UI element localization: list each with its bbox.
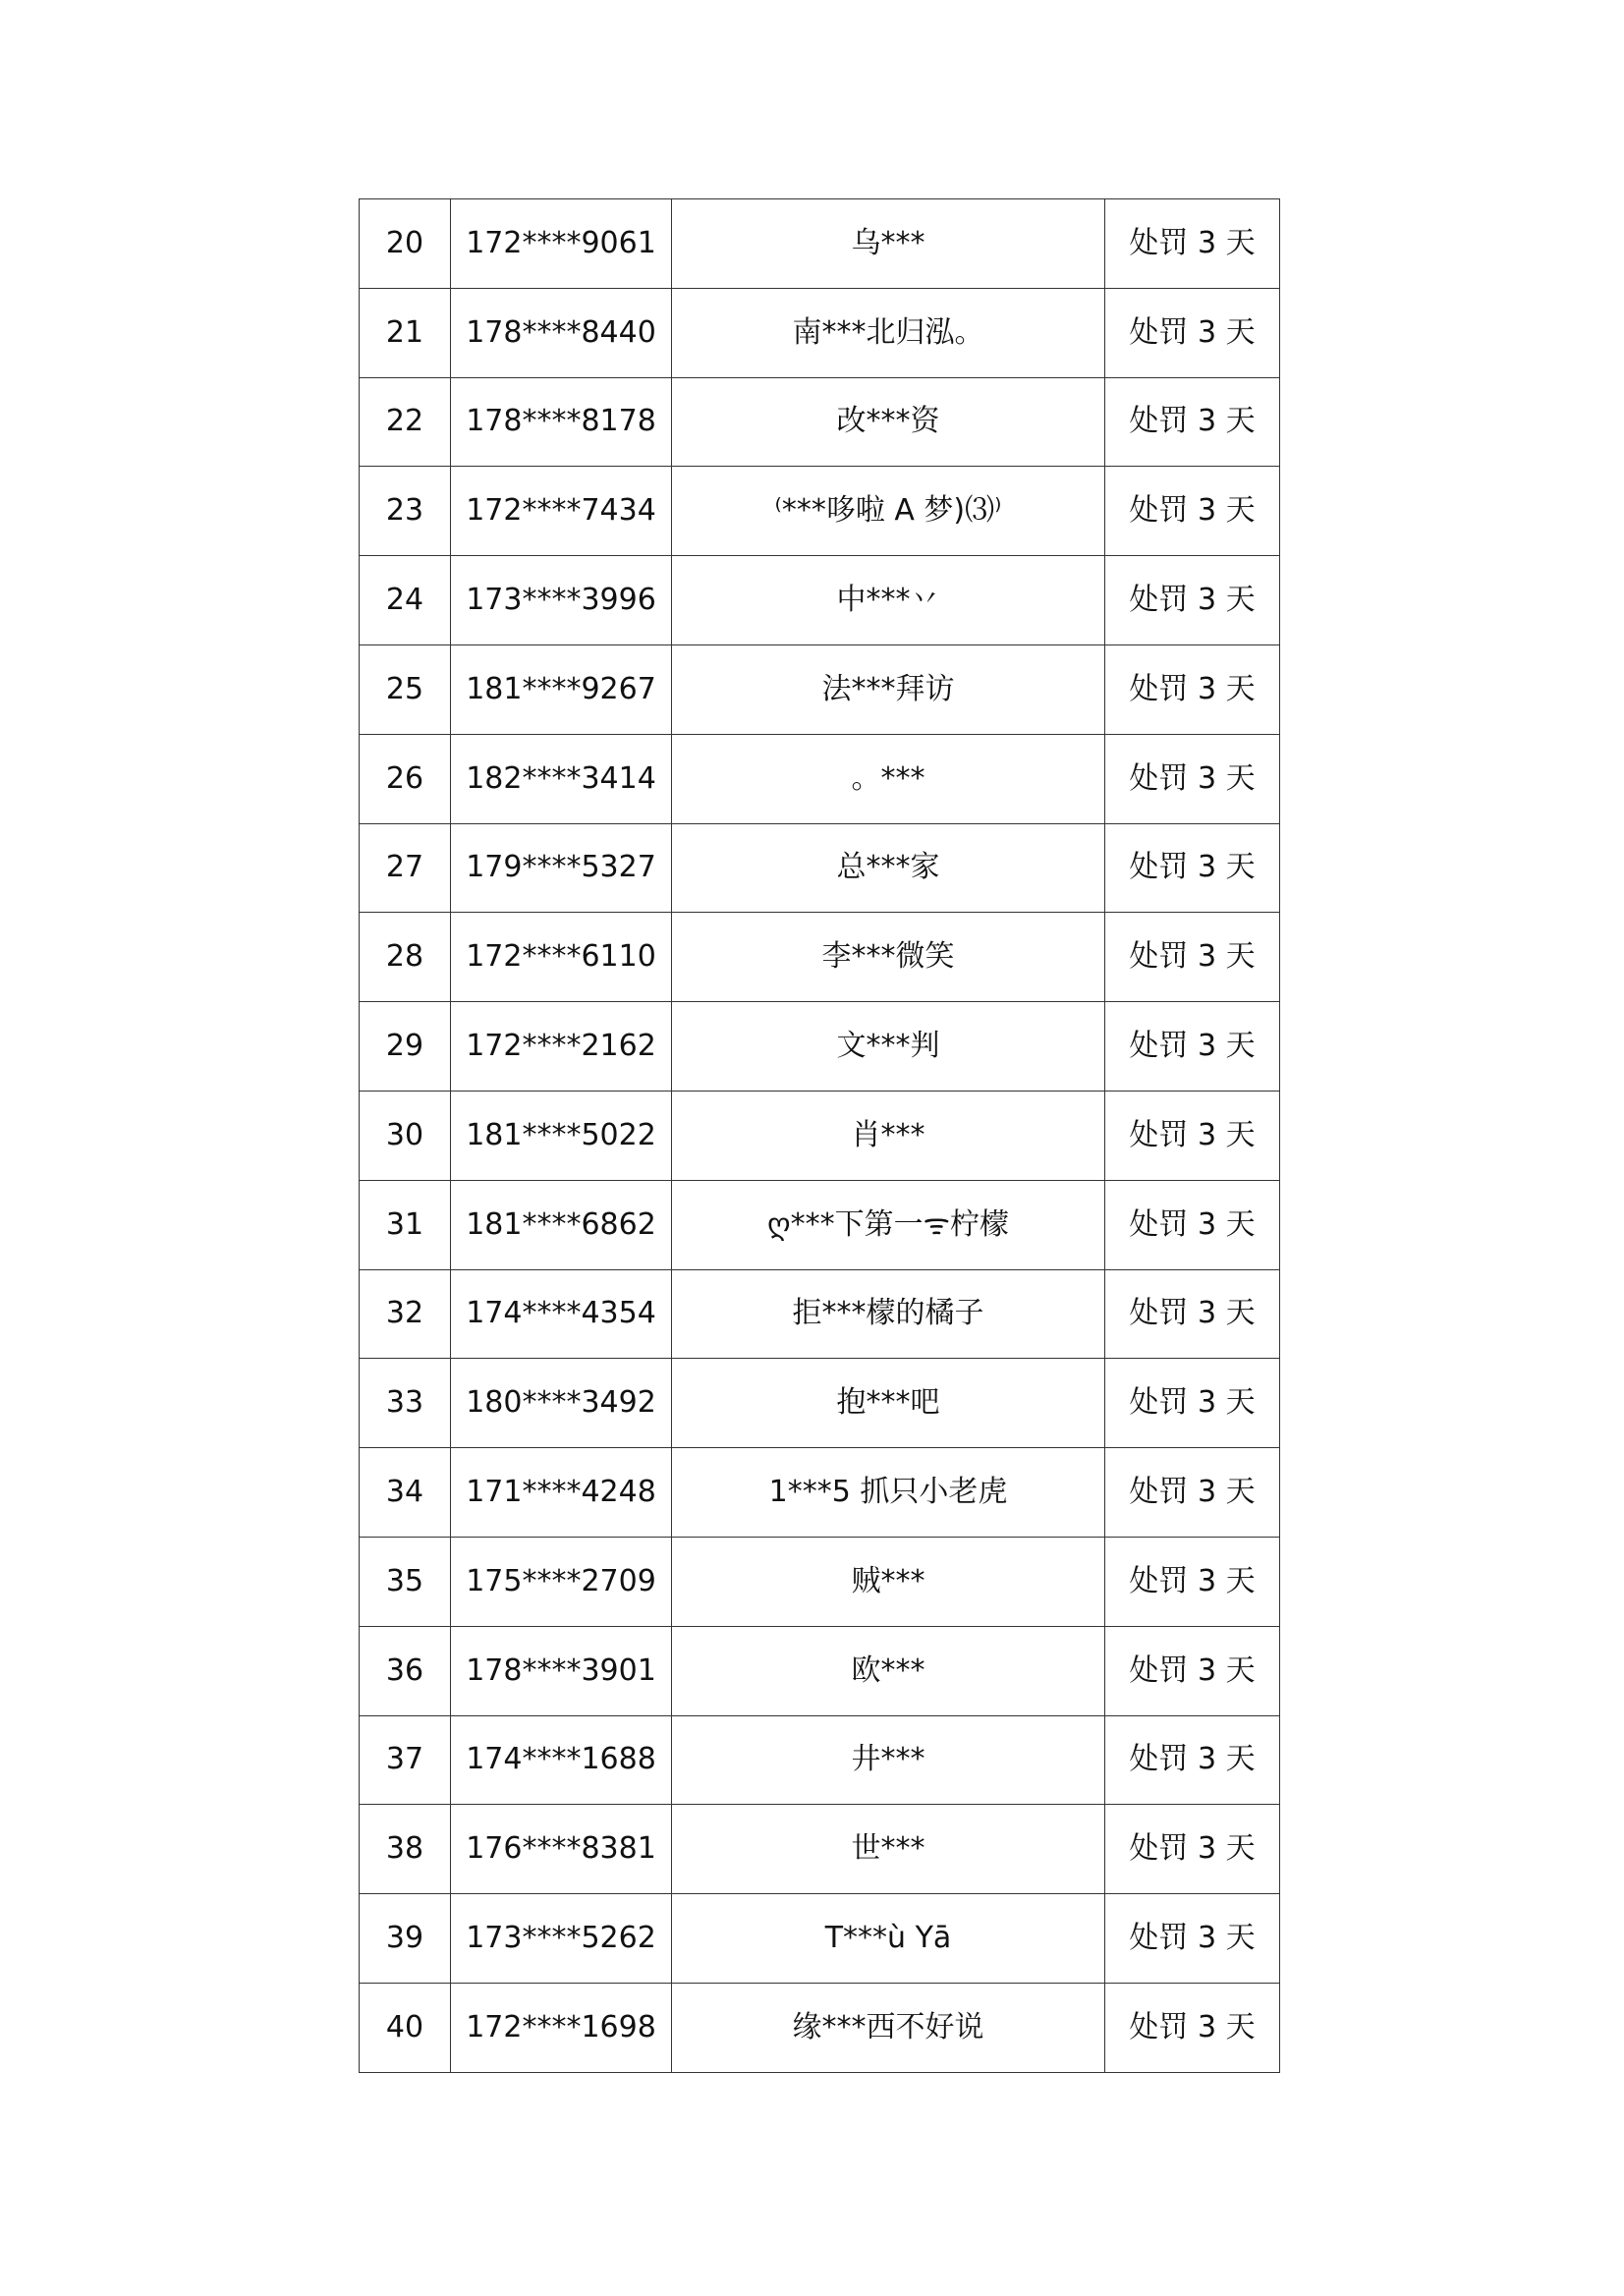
- row-nickname: 井***: [672, 1715, 1105, 1805]
- table-row: [360, 377, 1280, 467]
- table-row: [360, 199, 1280, 289]
- table-row: [360, 1180, 1280, 1269]
- row-phone: 181****9267: [451, 644, 672, 734]
- row-phone: 178****8440: [451, 288, 672, 377]
- row-penalty: 处罚 3 天: [1105, 1805, 1280, 1894]
- row-phone: 181****5022: [451, 1091, 672, 1180]
- table-row: [360, 288, 1280, 377]
- row-index: 37: [360, 1715, 451, 1805]
- row-index: 29: [360, 1002, 451, 1092]
- table-row: [360, 1715, 1280, 1805]
- row-phone: 178****8178: [451, 377, 672, 467]
- row-phone: 172****1698: [451, 1983, 672, 2072]
- row-phone: 171****4248: [451, 1448, 672, 1538]
- row-penalty: 处罚 3 天: [1105, 377, 1280, 467]
- row-nickname: 1***5 抓只小老虎: [672, 1448, 1105, 1538]
- row-penalty: 处罚 3 天: [1105, 1091, 1280, 1180]
- row-nickname: 肖***: [672, 1091, 1105, 1180]
- row-phone: 172****7434: [451, 467, 672, 556]
- row-nickname: 李***微笑: [672, 913, 1105, 1002]
- row-nickname: 总***家: [672, 823, 1105, 913]
- table-row: [360, 1894, 1280, 1984]
- row-penalty: 处罚 3 天: [1105, 1715, 1280, 1805]
- row-index: 36: [360, 1626, 451, 1715]
- table-row: [360, 556, 1280, 645]
- row-phone: 173****5262: [451, 1894, 672, 1984]
- row-nickname: 法***拜访: [672, 644, 1105, 734]
- row-penalty: 处罚 3 天: [1105, 1626, 1280, 1715]
- row-nickname: 世***: [672, 1805, 1105, 1894]
- row-penalty: 处罚 3 天: [1105, 1537, 1280, 1626]
- row-nickname: 缘***西不好说: [672, 1983, 1105, 2072]
- row-phone: 172****2162: [451, 1002, 672, 1092]
- row-penalty: 处罚 3 天: [1105, 1002, 1280, 1092]
- table-row: [360, 1091, 1280, 1180]
- row-penalty: 处罚 3 天: [1105, 199, 1280, 289]
- row-penalty: 处罚 3 天: [1105, 288, 1280, 377]
- row-nickname: 中***丷: [672, 556, 1105, 645]
- row-phone: 174****4354: [451, 1269, 672, 1359]
- table-row: [360, 734, 1280, 823]
- row-index: 21: [360, 288, 451, 377]
- table-row: [360, 1448, 1280, 1538]
- row-nickname: 。***: [672, 734, 1105, 823]
- table-row: [360, 1983, 1280, 2072]
- row-penalty: 处罚 3 天: [1105, 556, 1280, 645]
- row-penalty: 处罚 3 天: [1105, 1894, 1280, 1984]
- row-phone: 175****2709: [451, 1537, 672, 1626]
- table-row: [360, 1626, 1280, 1715]
- row-penalty: 处罚 3 天: [1105, 1180, 1280, 1269]
- row-penalty: 处罚 3 天: [1105, 1448, 1280, 1538]
- row-index: 26: [360, 734, 451, 823]
- row-phone: 172****6110: [451, 913, 672, 1002]
- row-penalty: 处罚 3 天: [1105, 734, 1280, 823]
- row-nickname: 南***北归泓。: [672, 288, 1105, 377]
- table-row: [360, 1269, 1280, 1359]
- row-index: 20: [360, 199, 451, 289]
- table-row: [360, 823, 1280, 913]
- row-index: 32: [360, 1269, 451, 1359]
- row-penalty: 处罚 3 天: [1105, 823, 1280, 913]
- row-phone: 173****3996: [451, 556, 672, 645]
- row-nickname: 文***判: [672, 1002, 1105, 1092]
- row-phone: 174****1688: [451, 1715, 672, 1805]
- row-penalty: 处罚 3 天: [1105, 644, 1280, 734]
- row-index: 38: [360, 1805, 451, 1894]
- row-penalty: 处罚 3 天: [1105, 467, 1280, 556]
- row-nickname: 欧***: [672, 1626, 1105, 1715]
- row-phone: 181****6862: [451, 1180, 672, 1269]
- table-row: [360, 644, 1280, 734]
- row-index: 33: [360, 1359, 451, 1448]
- row-index: 40: [360, 1983, 451, 2072]
- row-penalty: 处罚 3 天: [1105, 1983, 1280, 2072]
- row-index: 25: [360, 644, 451, 734]
- row-index: 31: [360, 1180, 451, 1269]
- row-index: 30: [360, 1091, 451, 1180]
- row-index: 23: [360, 467, 451, 556]
- table-row: [360, 467, 1280, 556]
- row-index: 35: [360, 1537, 451, 1626]
- row-phone: 178****3901: [451, 1626, 672, 1715]
- row-index: 39: [360, 1894, 451, 1984]
- row-index: 34: [360, 1448, 451, 1538]
- row-index: 22: [360, 377, 451, 467]
- penalty-table: [359, 198, 1280, 2073]
- row-index: 24: [360, 556, 451, 645]
- row-phone: 176****8381: [451, 1805, 672, 1894]
- row-penalty: 处罚 3 天: [1105, 913, 1280, 1002]
- row-phone: 179****5327: [451, 823, 672, 913]
- table-row: [360, 913, 1280, 1002]
- row-nickname: 抱***吧: [672, 1359, 1105, 1448]
- table-row: [360, 1805, 1280, 1894]
- row-nickname: 改***资: [672, 377, 1105, 467]
- row-nickname: 贼***: [672, 1537, 1105, 1626]
- row-penalty: 处罚 3 天: [1105, 1359, 1280, 1448]
- table-row: [360, 1359, 1280, 1448]
- row-phone: 182****3414: [451, 734, 672, 823]
- row-nickname: ⁽***哆啦 A 梦)⑶⁾: [672, 467, 1105, 556]
- row-penalty: 处罚 3 天: [1105, 1269, 1280, 1359]
- row-phone: 172****9061: [451, 199, 672, 289]
- row-nickname: T***ù Yā: [672, 1894, 1105, 1984]
- row-nickname: 乌***: [672, 199, 1105, 289]
- row-index: 28: [360, 913, 451, 1002]
- row-phone: 180****3492: [451, 1359, 672, 1448]
- row-index: 27: [360, 823, 451, 913]
- table-row: [360, 1002, 1280, 1092]
- table-row: [360, 1537, 1280, 1626]
- row-nickname: ღ***下第一ᯤ柠檬: [672, 1180, 1105, 1269]
- row-nickname: 拒***檬的橘子: [672, 1269, 1105, 1359]
- penalty-table-body: [360, 199, 1280, 2073]
